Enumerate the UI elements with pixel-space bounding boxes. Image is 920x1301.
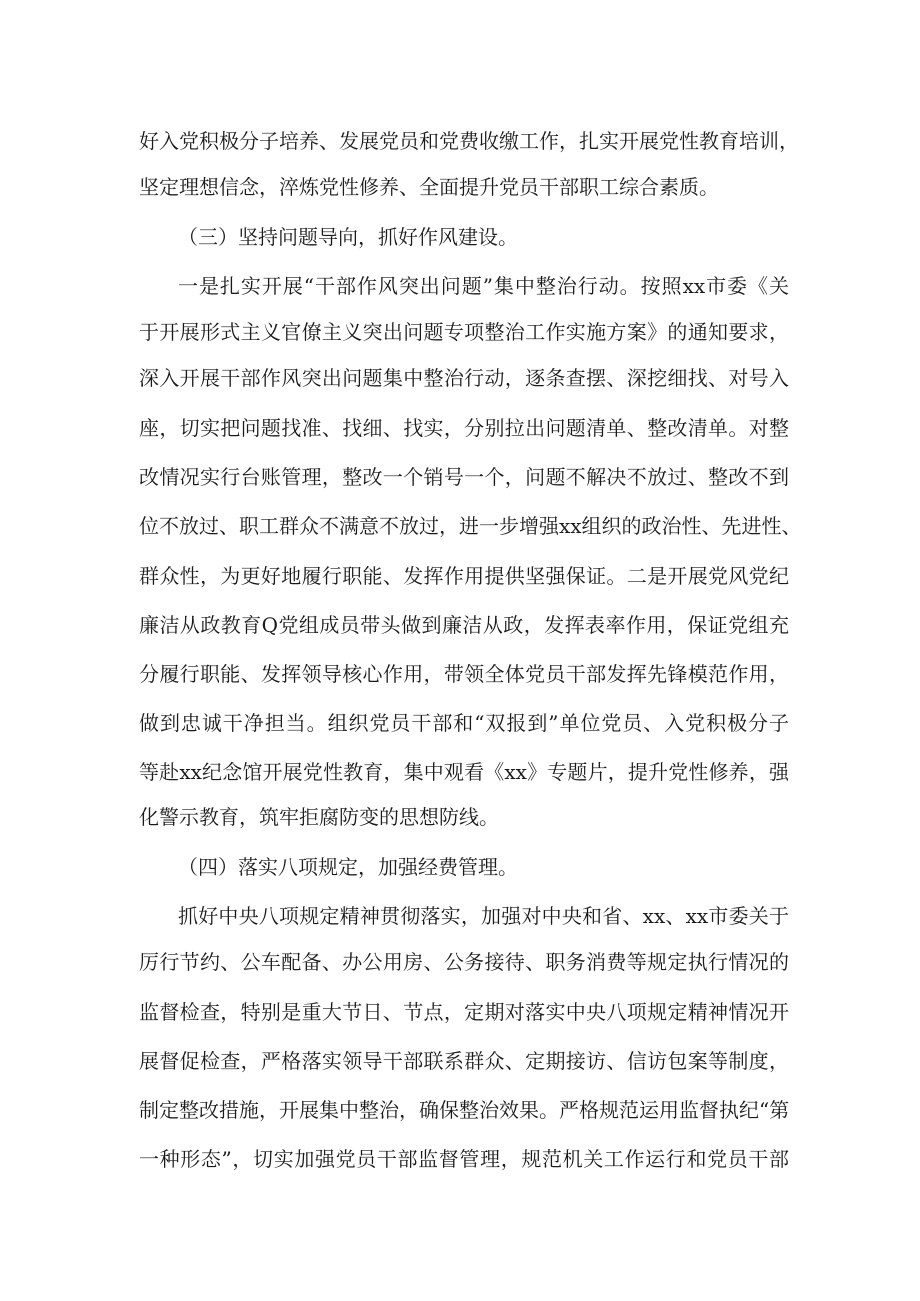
paragraph-line: 一种形态”，切实加强党员干部监督管理，规范机关工作运行和党员干部: [139, 1147, 789, 1171]
paragraph-line: 厉行节约、公车配备、办公用房、公务接待、职务消费等规定执行情况的: [139, 950, 789, 974]
paragraph-line: 群众性，为更好地履行职能、发挥作用提供坚强保证。二是开展党风党纪: [139, 564, 789, 588]
paragraph-line: 于开展形式主义官僚主义突出问题专项整治工作实施方案》的通知要求，: [139, 320, 789, 344]
paragraph-line: 位不放过、职工群众不满意不放过，进一步增强xx组织的政治性、先进性、: [139, 514, 802, 538]
paragraph-line: 深入开展干部作风突出问题集中整治行动，逐条查摆、深挖细找、对号入: [139, 366, 789, 390]
paragraph-line: 坚定理想信念，淬炼党性修养、全面提升党员干部职工综合素质。: [139, 175, 719, 199]
paragraph-line: 制定整改措施，开展集中整治，确保整治效果。严格规范运用监督执纪“第: [139, 1098, 790, 1122]
paragraph-line: 化警示教育，筑牢拒腐防变的思想防线。: [139, 805, 499, 829]
paragraph-line: 好入党积极分子培养、发展党员和党费收缴工作，扎实开展党性教育培训，: [139, 129, 799, 153]
paragraph-line: 做到忠诚干净担当。组织党员干部和“双报到”单位党员、入党积极分子: [139, 711, 789, 735]
paragraph-line: 座，切实把问题找准、找细、找实，分别拉出问题清单、整改清单。对整: [139, 416, 789, 440]
paragraph-line: 监督检查，特别是重大节日、节点，定期对落实中央八项规定精神情况开: [139, 1000, 789, 1024]
paragraph-line: 廉洁从政教育Q党组成员带头做到廉洁从政，发挥表率作用，保证党组充: [139, 613, 789, 637]
paragraph-line: 抓好中央八项规定精神贯彻落实，加强对中央和省、xx、xx市委关于: [178, 904, 789, 928]
section-heading: （三）坚持问题导向，抓好作风建设。: [178, 225, 518, 249]
paragraph-line: 改情况实行台账管理，整改一个销号一个，问题不解决不放过、整改不到: [139, 465, 789, 489]
paragraph-line: 展督促检查，严格落实领导干部联系群众、定期接访、信访包案等制度，: [139, 1049, 789, 1073]
section-heading: （四）落实八项规定，加强经费管理。: [178, 855, 518, 879]
paragraph-line: 等赴xx纪念馆开展党性教育，集中观看《xx》专题片，提升党性修养，强: [139, 760, 789, 784]
paragraph-line: 分履行职能、发挥领导核心作用，带领全体党员干部发挥先锋模范作用，: [139, 662, 789, 686]
paragraph-line: 一是扎实开展“干部作风突出问题”集中整治行动。按照xx市委《关: [178, 274, 789, 298]
